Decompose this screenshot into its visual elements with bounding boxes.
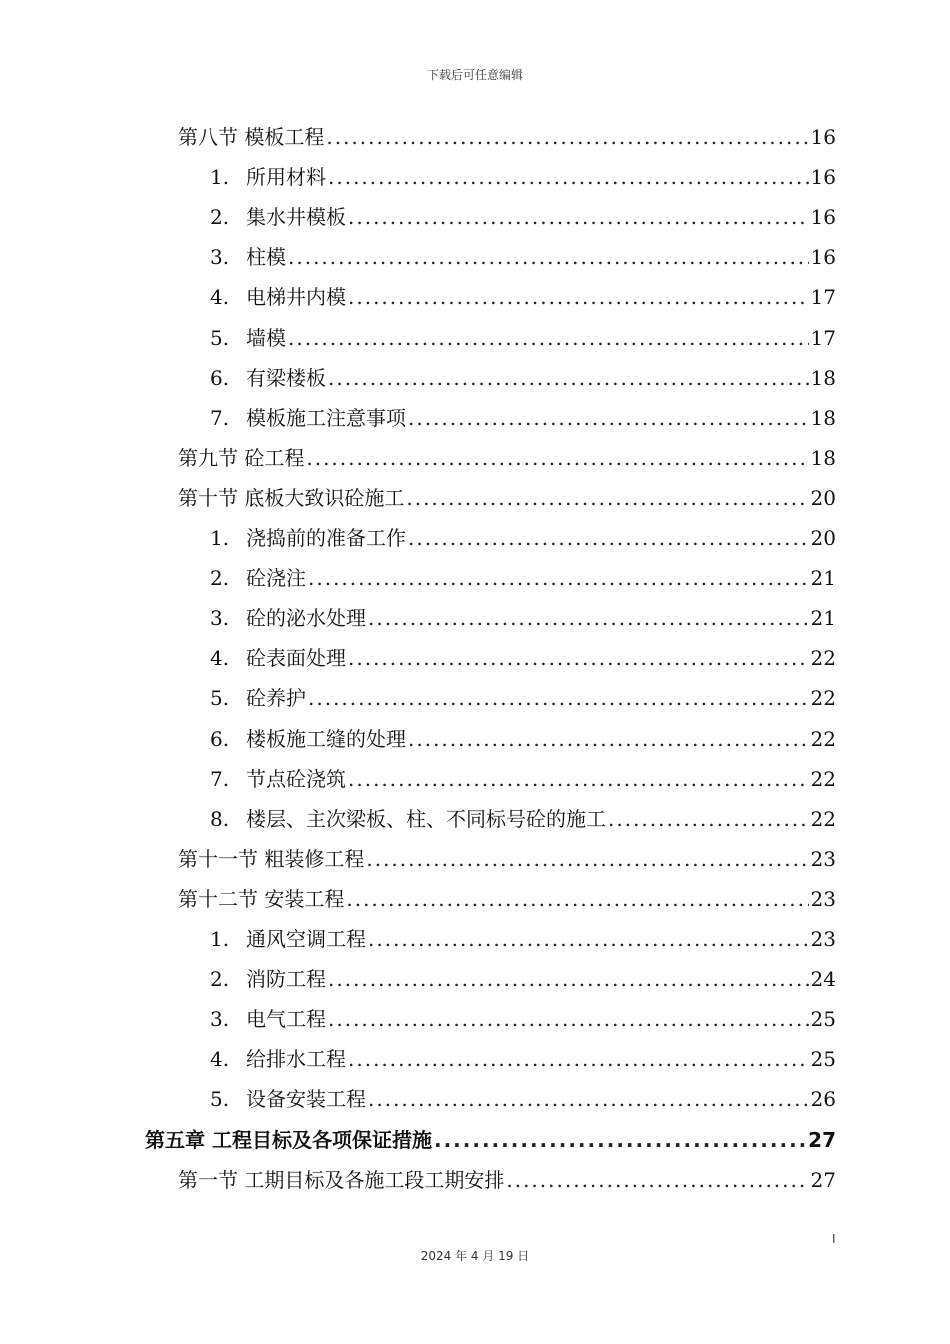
toc-dot-leader [348,638,809,678]
toc-entry-number: 2. [210,566,230,591]
toc-dot-leader [408,398,809,438]
toc-dot-leader [608,799,809,839]
toc-entry[interactable] [210,1039,836,1079]
toc-entry-number: 4. [210,1047,230,1072]
toc-dot-leader [346,879,808,919]
toc-dot-leader [434,1120,806,1160]
toc-entry-page: 23 [810,886,836,911]
toc-entry-number: 1. [210,165,230,190]
toc-dot-leader [328,157,809,197]
toc-entry-page: 17 [810,285,836,310]
toc-entry[interactable] [178,839,836,879]
toc-entry-label: 楼层、主次梁板、柱、不同标号砼的施工 [246,806,606,831]
toc-entry[interactable] [210,518,836,558]
toc-entry-number: 6. [210,365,230,390]
toc-entry[interactable] [210,799,836,839]
page-number: I [832,1232,836,1246]
toc-entry[interactable] [178,1160,836,1200]
toc-entry-number: 1. [210,927,230,951]
toc-entry-label: 第九节 砼工程 [178,445,305,470]
toc-dot-leader [348,277,809,317]
toc-entry-number: 1. [210,526,230,550]
toc-entry[interactable] [178,879,836,919]
toc-entry-page: 18 [810,405,836,430]
toc-entry-page: 16 [810,245,836,270]
toc-entry-label: 砼养护 [246,686,306,711]
toc-entry-label: 楼板施工缝的处理 [246,726,406,751]
toc-dot-leader [306,438,808,478]
toc-entry[interactable] [210,638,836,678]
toc-entry-page: 27 [810,1167,836,1192]
toc-entry[interactable] [210,358,836,398]
toc-dot-leader [368,919,809,959]
toc-entry-page: 26 [810,1087,836,1112]
toc-entry-label: 砼表面处理 [246,646,346,671]
toc-entry[interactable] [210,598,836,638]
toc-entry-page: 18 [810,445,836,470]
toc-entry-label: 通风空调工程 [246,927,366,951]
toc-entry[interactable] [178,478,836,518]
toc-entry-number: 3. [210,245,230,270]
toc-entry-label: 节点砼浇筑 [246,766,346,791]
toc-entry[interactable] [210,999,836,1039]
toc-entry-number: 5. [210,325,230,350]
toc-entry[interactable] [210,277,836,317]
toc-entry-label: 所用材料 [246,165,326,190]
toc-entry-number: 4. [210,646,230,671]
toc-entry-page: 20 [810,485,836,510]
toc-entry-number: 6. [210,726,230,751]
toc-dot-leader [406,478,808,518]
toc-entry-page: 18 [810,365,836,390]
toc-entry-label: 第十一节 粗装修工程 [178,846,365,871]
toc-dot-leader [408,518,809,558]
toc-entry-page: 22 [810,766,836,791]
toc-entry[interactable] [210,398,836,438]
toc-dot-leader [328,999,809,1039]
toc-entry-number: 3. [210,1007,230,1032]
toc-entry-page: 23 [810,927,836,951]
toc-dot-leader [348,197,809,237]
toc-entry-number: 3. [210,606,230,631]
toc-entry-page: 22 [810,686,836,711]
toc-dot-leader [326,117,808,157]
toc-entry-label: 砼浇注 [246,566,306,591]
toc-entry[interactable] [210,197,836,237]
toc-entry-label: 墙模 [246,325,286,350]
toc-entry-page: 20 [810,526,836,550]
toc-entry-number: 8. [210,806,230,831]
toc-entry[interactable] [210,157,836,197]
toc-entry-page: 27 [808,1127,836,1152]
toc-entry-page: 25 [810,1047,836,1072]
toc-dot-leader [328,959,809,999]
toc-entry-label: 集水井模板 [246,205,346,230]
toc-entry-label: 第五章 工程目标及各项保证措施 [145,1127,432,1152]
toc-entry-number: 7. [210,405,230,430]
toc-entry[interactable] [210,759,836,799]
toc-entry-page: 23 [810,846,836,871]
toc-entry[interactable] [210,237,836,277]
toc-dot-leader [348,759,809,799]
toc-dot-leader [288,318,809,358]
header-note: 下载后可任意编辑 [426,68,523,82]
toc-entry-label: 第十节 底板大致识砼施工 [178,485,405,510]
toc-dot-leader [506,1160,808,1200]
toc-entry-label: 模板施工注意事项 [246,405,406,430]
toc-entry[interactable] [178,117,836,157]
toc-dot-leader [308,558,809,598]
toc-entry-label: 第一节 工期目标及各施工段工期安排 [178,1167,505,1192]
toc-entry-page: 22 [810,806,836,831]
toc-entry-label: 砼的泌水处理 [246,606,366,631]
toc-entry-number: 2. [210,967,230,992]
toc-dot-leader [308,678,809,718]
toc-entry-number: 2. [210,205,230,230]
toc-dot-leader [408,719,809,759]
toc-dot-leader [366,839,808,879]
toc-entry-page: 22 [810,726,836,751]
toc-entry-label: 消防工程 [246,967,326,992]
toc-entry-label: 电气工程 [246,1007,326,1032]
toc-dot-leader [368,1079,809,1119]
toc-entry-page: 17 [810,325,836,350]
toc-entry-page: 21 [810,606,836,631]
toc-entry-number: 7. [210,766,230,791]
toc-entry-number: 4. [210,285,230,310]
toc-entry[interactable] [210,558,836,598]
toc-entry[interactable] [210,959,836,999]
toc-entry-page: 21 [810,566,836,591]
toc-entry[interactable] [210,719,836,759]
toc-entry[interactable] [210,919,836,959]
toc-entry[interactable] [178,438,836,478]
toc-dot-leader [348,1039,809,1079]
toc-dot-leader [328,358,809,398]
toc-entry-page: 24 [810,967,836,992]
toc-entry[interactable] [210,678,836,718]
footer-date: 2024 年 4 月 19 日 [420,1249,530,1263]
toc-dot-leader [368,598,809,638]
toc-entry-label: 浇捣前的准备工作 [246,526,406,550]
toc-entry[interactable] [145,1120,836,1160]
toc-entry-number: 5. [210,1087,230,1112]
toc-entry-label: 柱模 [246,245,286,270]
toc-entry-label: 第十二节 安装工程 [178,886,345,911]
toc-entry-label: 有梁楼板 [246,365,326,390]
toc-entry-label: 电梯井内模 [246,285,346,310]
toc-entry-page: 16 [810,205,836,230]
toc-entry[interactable] [210,318,836,358]
toc-entry-page: 16 [810,125,836,149]
toc-entry-number: 5. [210,686,230,711]
toc-entry-label: 第八节 模板工程 [178,125,325,149]
toc-dot-leader [288,237,809,277]
toc-entry-label: 给排水工程 [246,1047,346,1072]
toc-entry-page: 22 [810,646,836,671]
toc-entry[interactable] [210,1079,836,1119]
toc-entry-page: 16 [810,165,836,190]
toc-entry-page: 25 [810,1007,836,1032]
toc-entry-label: 设备安装工程 [246,1087,366,1112]
